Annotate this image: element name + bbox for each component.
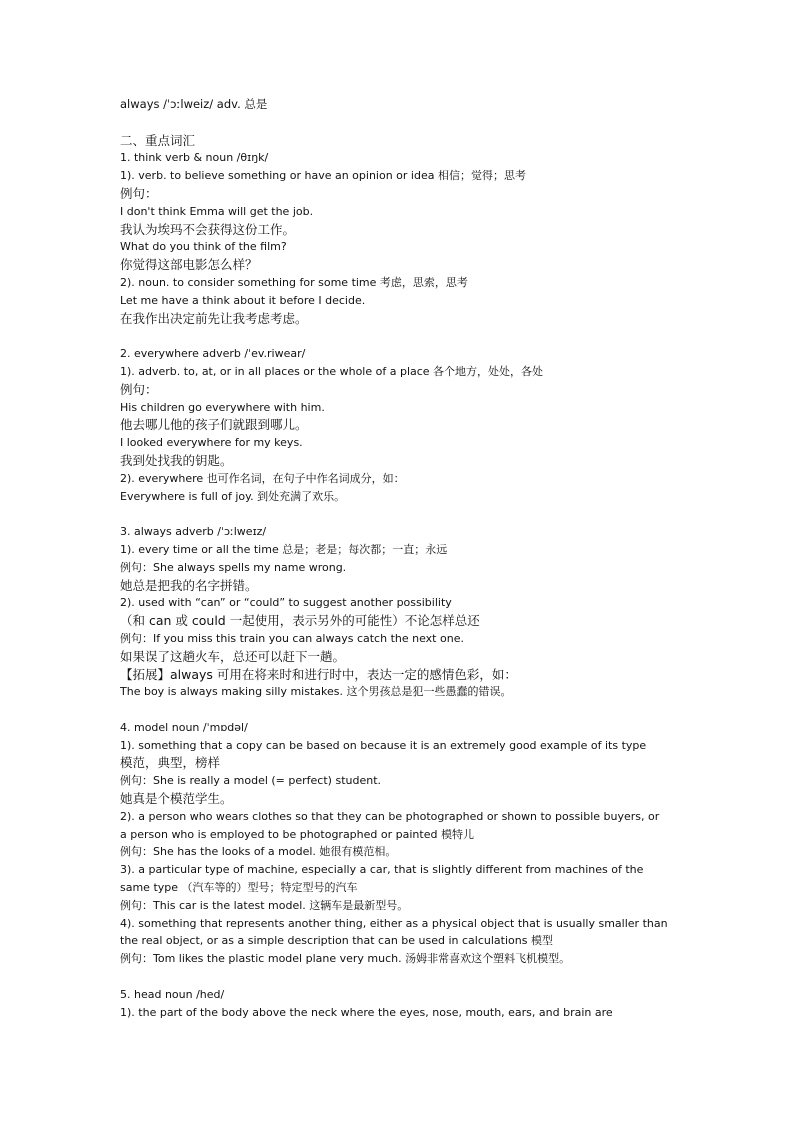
example-en: His children go everywhere with him. <box>120 400 325 414</box>
example-en: 例句：Tom likes the plastic model plane very much. 汤姆非常喜欢这个塑料飞机模型。 <box>120 952 571 966</box>
definition-line: 2). noun. to consider something for some time 考虑，思索，思考 <box>120 275 468 289</box>
definition-line: 4). something that represents another thing, either as a physical object that is usually smaller than <box>120 916 668 930</box>
example-en: 例句：She is really a model (= perfect) student. <box>120 774 382 788</box>
definition-line: 1). verb. to believe something or have an opinion or idea 相信；觉得；思考 <box>120 169 526 183</box>
spacer <box>120 505 680 523</box>
example-en: 例句：If you miss this train you can always catch the next one. <box>120 631 464 645</box>
definition-line: same type （汽车等的）型号；特定型号的汽车 <box>120 881 358 895</box>
entry-headword: 2. everywhere adverb /ˈev.riwear/ <box>120 347 306 361</box>
example-en: 例句：She always spells my name wrong. <box>120 560 347 574</box>
example-en: I looked everywhere for my keys. <box>120 436 303 450</box>
example-en: Let me have a think about it before I decide. <box>120 293 366 307</box>
example-zh: 他去哪儿他的孩子们就跟到哪儿。 <box>120 417 308 433</box>
entry-headword: 1. think verb & noun /θɪŋk/ <box>120 151 269 165</box>
example-label: 例句： <box>120 381 158 397</box>
example-zh: 我到处找我的钥匙。 <box>120 452 233 468</box>
example-en: Everywhere is full of joy. 到处充满了欢乐。 <box>120 489 346 503</box>
entry-always <box>120 523 680 701</box>
definition-line: the real object, or as a simple description that can be used in calculations 模型 <box>120 934 553 948</box>
example-zh: 她总是把我的名字拼错。 <box>120 577 258 593</box>
definition-line: 1). adverb. to, at, or in all places or the whole of a place 各个地方，处处，各处 <box>120 364 544 378</box>
definition-zh: （和 can 或 could 一起使用，表示另外的可能性）不论怎样总还 <box>120 613 480 629</box>
definition-line: 1). something that a copy can be based on because it is an extremely good example of its type <box>120 738 647 752</box>
example-en: I don't think Emma will get the job. <box>120 204 314 218</box>
spacer <box>120 327 680 345</box>
example-zh: 在我作出决定前先让我考虑考虑。 <box>120 310 308 326</box>
document-body <box>120 96 680 1021</box>
example-zh: 你觉得这部电影怎么样？ <box>120 257 258 273</box>
example-zh: 我认为埃玛不会获得这份工作。 <box>120 221 296 237</box>
entry-headword: 3. always adverb /ˈɔːlweɪz/ <box>120 525 267 539</box>
definition-zh: 模范，典型，榜样 <box>120 755 221 771</box>
spacer <box>120 968 680 986</box>
example-label: 例句： <box>120 185 158 201</box>
extension-note: 【拓展】always 可用在将来时和进行时中，表达一定的感情色彩，如： <box>120 666 517 682</box>
example-en: 例句：This car is the latest model. 这辆车是最新型号。 <box>120 898 409 912</box>
definition-line: 2). used with “can” or “could” to suggest another possibility <box>120 596 452 610</box>
spacer <box>120 114 680 132</box>
example-en: What do you think of the film? <box>120 240 287 254</box>
definition-line: a person who is employed to be photographed or painted 模特儿 <box>120 827 474 841</box>
definition-line: 2). everywhere 也可作名词，在句子中作名词成分，如： <box>120 471 405 485</box>
entry-everywhere <box>120 345 680 505</box>
entry-headword: 4. model noun /ˈmɒdəl/ <box>120 720 248 734</box>
definition-line: 1). the part of the body above the neck where the eyes, nose, mouth, ears, and brain are <box>120 1005 613 1019</box>
entry-headword: 5. head noun /hed/ <box>120 987 225 1001</box>
example-en: 例句：She has the looks of a model. 她很有模范相。 <box>120 845 397 859</box>
top-line: always /ˈɔːlweiz/ adv. 总是 <box>120 97 268 111</box>
example-zh: 她真是个模范学生。 <box>120 791 233 807</box>
spacer <box>120 701 680 719</box>
section-title: 二、重点词汇 <box>120 132 196 148</box>
example-zh: 如果误了这趟火车，总还可以赶下一趟。 <box>120 648 346 664</box>
example-en: The boy is always making silly mistakes. 这个男孩总是犯一些愚蠢的错误。 <box>120 685 512 699</box>
entry-model <box>120 719 680 968</box>
entry-think <box>120 149 680 327</box>
definition-line: 1). every time or all the time 总是；老是；每次都；一直；永远 <box>120 542 448 556</box>
entry-head <box>120 986 680 1022</box>
definition-line: 2). a person who wears clothes so that they can be photographed or shown to possible buyers, or <box>120 809 660 823</box>
definition-line: 3). a particular type of machine, especially a car, that is slightly different from machines of the <box>120 863 644 877</box>
